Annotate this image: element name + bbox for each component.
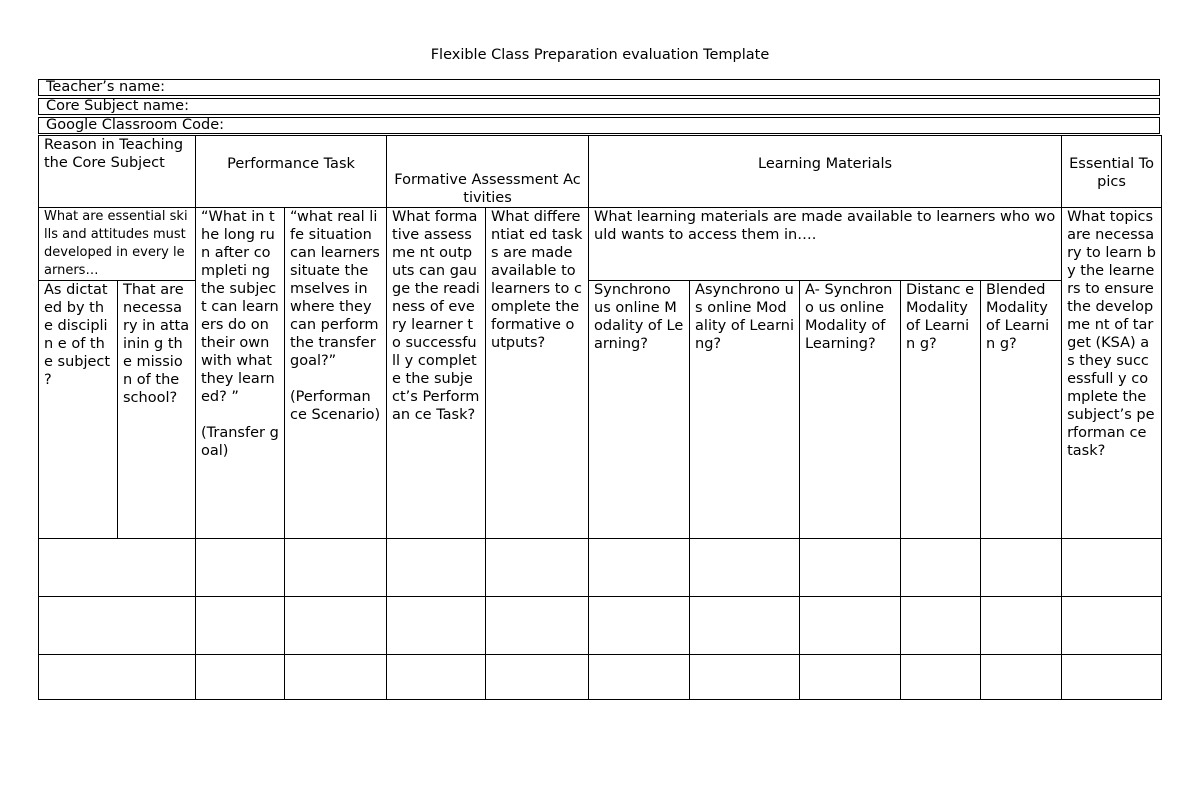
answer-cell[interactable] [196,539,285,597]
answer-cell[interactable] [981,655,1062,700]
question-row-top [39,208,1162,281]
answer-cell[interactable] [690,539,800,597]
answer-cell[interactable] [387,597,486,655]
synchronous-modality-question: Synchrono us online Modality of Learning? [589,281,690,539]
header-row [39,136,1162,208]
differentiated-tasks-question: What differentiat ed tasks are made available to learners to complete the formative outputs? [486,208,589,539]
answer-cell[interactable] [1062,655,1162,700]
materials-question: What learning materials are made available to learners who would wants to access them in…. [589,208,1062,281]
answer-cell[interactable] [486,655,589,700]
answer-cell[interactable] [981,539,1062,597]
asynchronous-modality-question: Asynchrono us online Modality of Learning? [690,281,800,539]
google-classroom-code-row: Google Classroom Code: [38,117,1160,134]
blended-modality-question: Blended Modality of Learnin g? [981,281,1062,539]
essential-topics-question: What topics are necessary to learn by the learners to ensure the developme nt of target (KSA) as they successfull y complete the subject’s performan ce task? [1062,208,1162,539]
formative-assessment-header: Formative Assessment Activities [387,136,589,208]
answer-cell[interactable] [196,655,285,700]
answer-cell[interactable] [486,597,589,655]
teacher-name-row: Teacher’s name: [38,79,1160,96]
reason-header: Reason in Teaching the Core Subject [39,136,196,208]
reason-mission-question: That are necessa ry in attainin g the mission of the school? [118,281,196,539]
a-synchronous-modality-question: A- Synchrono us online Modality of Learning? [800,281,901,539]
answer-cell[interactable] [39,655,196,700]
answer-cell[interactable] [800,597,901,655]
answer-row [39,597,1162,655]
answer-cell[interactable] [901,597,981,655]
answer-cell[interactable] [39,597,196,655]
distance-modality-question: Distanc e Modality of Learnin g? [901,281,981,539]
learning-materials-header: Learning Materials [589,136,1062,208]
answer-cell[interactable] [39,539,196,597]
answer-cell[interactable] [1062,597,1162,655]
transfer-goal-question: “What in the long run after completi ng the subject can learners do on their own with what they learned? ” (Transfer goal) [196,208,285,539]
core-subject-row: Core Subject name: [38,98,1160,115]
formative-outputs-question: What formative assessme nt outputs can gauge the readiness of every learner to successfull y complete the subject’s Performan ce Task? [387,208,486,539]
answer-cell[interactable] [486,539,589,597]
reason-question: What are essential skills and attitudes must developed in every learners… [39,208,196,281]
answer-cell[interactable] [901,655,981,700]
document-title: Flexible Class Preparation evaluation Template [430,47,770,63]
answer-cell[interactable] [690,655,800,700]
answer-cell[interactable] [589,539,690,597]
answer-cell[interactable] [285,597,387,655]
answer-row [39,539,1162,597]
answer-cell[interactable] [387,655,486,700]
answer-cell[interactable] [589,597,690,655]
answer-cell[interactable] [1062,539,1162,597]
answer-cell[interactable] [285,539,387,597]
answer-cell[interactable] [901,539,981,597]
answer-cell[interactable] [285,655,387,700]
answer-cell[interactable] [800,539,901,597]
answer-cell[interactable] [800,655,901,700]
reason-dictated-question: As dictated by the disciplin e of the subject ? [39,281,118,539]
answer-cell[interactable] [589,655,690,700]
essential-topics-header: Essential Topics [1062,136,1162,208]
answer-cell[interactable] [690,597,800,655]
answer-cell[interactable] [981,597,1062,655]
answer-cell[interactable] [196,597,285,655]
evaluation-table [38,135,1162,700]
performance-task-header: Performance Task [196,136,387,208]
answer-cell[interactable] [387,539,486,597]
performance-scenario-question: “what real life situation can learners situate themselves in where they can perform the transfer goal?” (Performan ce Scenario) [285,208,387,539]
answer-row [39,655,1162,700]
